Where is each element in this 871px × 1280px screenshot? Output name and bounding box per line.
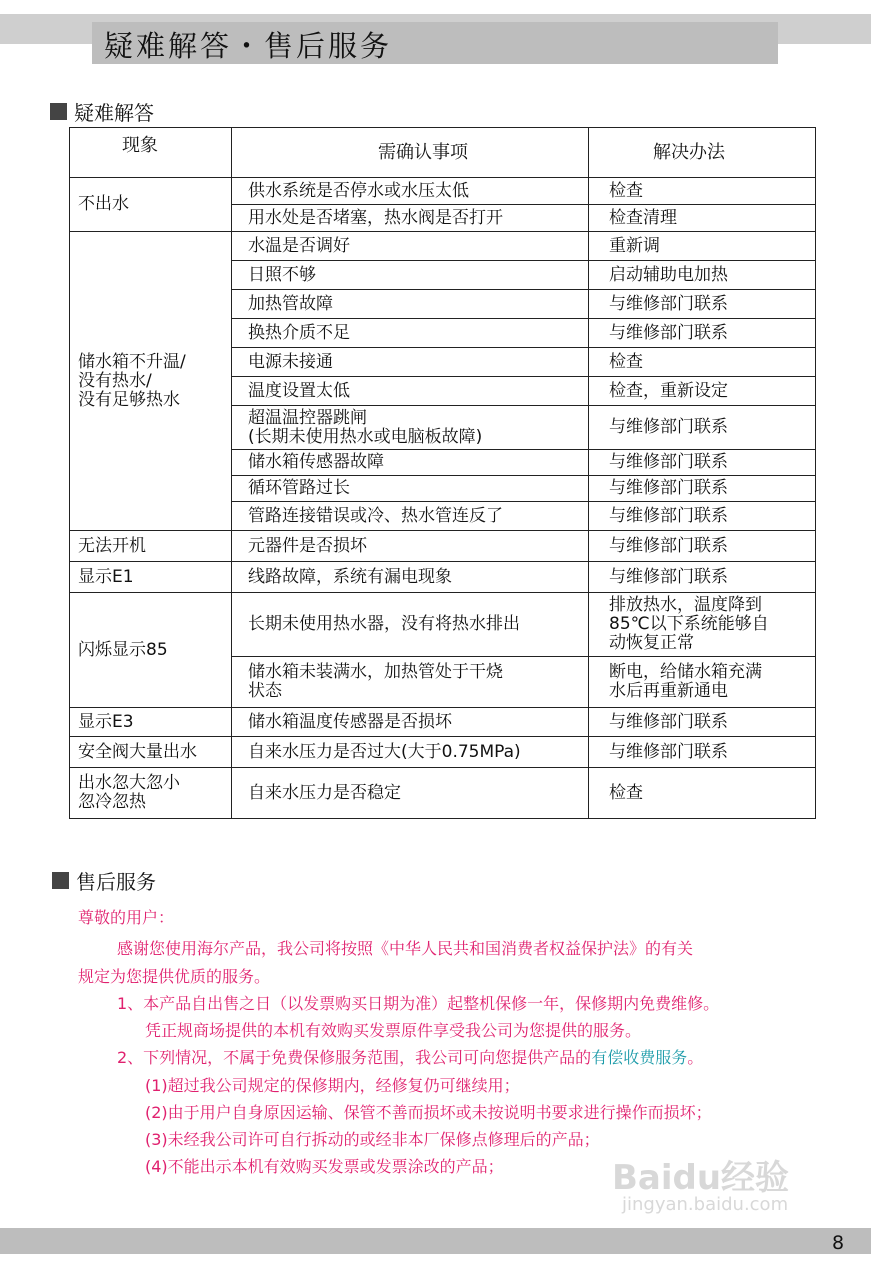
faq-section-heading xyxy=(50,97,154,126)
page-title: 疑难解答・售后服务 xyxy=(104,29,393,63)
service-sub3: (3)未经我公司许可自行拆动的或经非本厂保修点修理后的产品； xyxy=(145,1130,600,1149)
solution-cell: 检查 xyxy=(589,178,816,205)
check-cell: 水温是否调好 xyxy=(232,232,589,261)
solution-cell: 与维修部门联系 xyxy=(589,502,816,531)
check-cell: 管路连接错误或冷、热水管连反了 xyxy=(232,502,589,531)
paid-service-highlight: 有偿收费服务 xyxy=(591,1048,688,1067)
check-cell: 线路故障，系统有漏电现象 xyxy=(232,562,589,593)
check-cell: 超温温控器跳闸 (长期未使用热水或电脑板故障) xyxy=(232,406,589,450)
header-solution: 解决办法 xyxy=(589,128,816,178)
service-item2-end: 。 xyxy=(687,1048,704,1067)
table-row xyxy=(70,708,816,737)
service-item2 xyxy=(117,1045,703,1068)
service-item1-line1: 1、本产品自出售之日（以发票购买日期为准）起整机保修一年，保修期内免费维修。 xyxy=(117,994,720,1013)
solution-cell: 检查 xyxy=(589,348,816,377)
symptom-cell: 无法开机 xyxy=(70,531,232,562)
solution-cell: 启动辅助电加热 xyxy=(589,261,816,290)
solution-cell: 检查，重新设定 xyxy=(589,377,816,406)
table-header-row xyxy=(70,128,816,178)
faq-heading-text: 疑难解答 xyxy=(74,101,154,125)
solution-cell: 与维修部门联系 xyxy=(589,290,816,319)
header-check: 需确认事项 xyxy=(232,128,589,178)
check-cell: 自来水压力是否稳定 xyxy=(232,768,589,819)
table-row xyxy=(70,562,816,593)
solution-cell: 与维修部门联系 xyxy=(589,531,816,562)
faq-table xyxy=(69,127,816,819)
table-row xyxy=(70,232,816,261)
symptom-cell: 不出水 xyxy=(70,178,232,232)
solution-cell: 重新调 xyxy=(589,232,816,261)
service-item2-text: 2、下列情况，不属于免费保修服务范围，我公司可向您提供产品的 xyxy=(117,1048,592,1067)
check-cell: 日照不够 xyxy=(232,261,589,290)
symptom-cell: 出水忽大忽小 忽冷忽热 xyxy=(70,768,232,819)
service-sub4: (4)不能出示本机有效购买发票或发票涂改的产品； xyxy=(145,1157,504,1176)
service-sub2: (2)由于用户自身原因运输、保管不善而损坏或未按说明书要求进行操作而损坏； xyxy=(145,1103,712,1122)
symptom-cell: 显示E3 xyxy=(70,708,232,737)
page-number: 8 xyxy=(832,1232,845,1254)
table-row xyxy=(70,768,816,819)
solution-cell: 与维修部门联系 xyxy=(589,562,816,593)
service-item1-line2: 凭正规商场提供的本机有效购买发票原件享受我公司为您提供的服务。 xyxy=(145,1021,642,1040)
check-cell: 储水箱未装满水，加热管处于干烧 状态 xyxy=(232,657,589,708)
check-cell: 长期未使用热水器，没有将热水排出 xyxy=(232,593,589,657)
table-row xyxy=(70,593,816,657)
check-cell: 加热管故障 xyxy=(232,290,589,319)
square-bullet-icon xyxy=(50,103,67,120)
check-cell: 储水箱温度传感器是否损坏 xyxy=(232,708,589,737)
table-row xyxy=(70,531,816,562)
solution-cell: 断电，给储水箱充满 水后再重新通电 xyxy=(589,657,816,708)
watermark-url: jingyan.baidu.com xyxy=(622,1194,789,1215)
watermark-brand: Baidu经验 xyxy=(612,1158,790,1198)
symptom-cell: 储水箱不升温/ 没有热水/ 没有足够热水 xyxy=(70,232,232,531)
solution-cell: 与维修部门联系 xyxy=(589,450,816,476)
symptom-cell: 闪烁显示85 xyxy=(70,593,232,708)
check-cell: 自来水压力是否过大(大于0.75MPa) xyxy=(232,737,589,768)
solution-cell: 与维修部门联系 xyxy=(589,737,816,768)
symptom-cell: 安全阀大量出水 xyxy=(70,737,232,768)
square-bullet-icon xyxy=(52,872,69,889)
check-cell: 元器件是否损坏 xyxy=(232,531,589,562)
service-intro-line1: 感谢您使用海尔产品，我公司将按照《中华人民共和国消费者权益保护法》的有关 xyxy=(117,939,694,958)
check-cell: 储水箱传感器故障 xyxy=(232,450,589,476)
header-symptom: 现象 xyxy=(70,128,232,178)
check-cell: 供水系统是否停水或水压太低 xyxy=(232,178,589,205)
baidu-watermark xyxy=(612,1150,812,1230)
symptom-cell: 显示E1 xyxy=(70,562,232,593)
solution-cell: 与维修部门联系 xyxy=(589,319,816,348)
solution-cell: 与维修部门联系 xyxy=(589,406,816,450)
solution-cell: 与维修部门联系 xyxy=(589,476,816,502)
solution-cell: 与维修部门联系 xyxy=(589,708,816,737)
service-heading-text: 售后服务 xyxy=(76,870,156,894)
service-sub1: (1)超过我公司规定的保修期内，经修复仍可继续用； xyxy=(145,1076,520,1095)
table-row xyxy=(70,737,816,768)
service-section-heading xyxy=(52,866,156,895)
check-cell: 换热介质不足 xyxy=(232,319,589,348)
check-cell: 循环管路过长 xyxy=(232,476,589,502)
service-intro-line2: 规定为您提供优质的服务。 xyxy=(78,967,271,986)
check-cell: 用水处是否堵塞，热水阀是否打开 xyxy=(232,205,589,232)
solution-cell: 检查清理 xyxy=(589,205,816,232)
check-cell: 温度设置太低 xyxy=(232,377,589,406)
solution-cell: 检查 xyxy=(589,768,816,819)
footer-band xyxy=(0,1228,871,1254)
service-greeting: 尊敬的用户： xyxy=(78,908,175,927)
solution-cell: 排放热水，温度降到 85℃以下系统能够自 动恢复正常 xyxy=(589,593,816,657)
check-cell: 电源未接通 xyxy=(232,348,589,377)
table-row xyxy=(70,178,816,205)
